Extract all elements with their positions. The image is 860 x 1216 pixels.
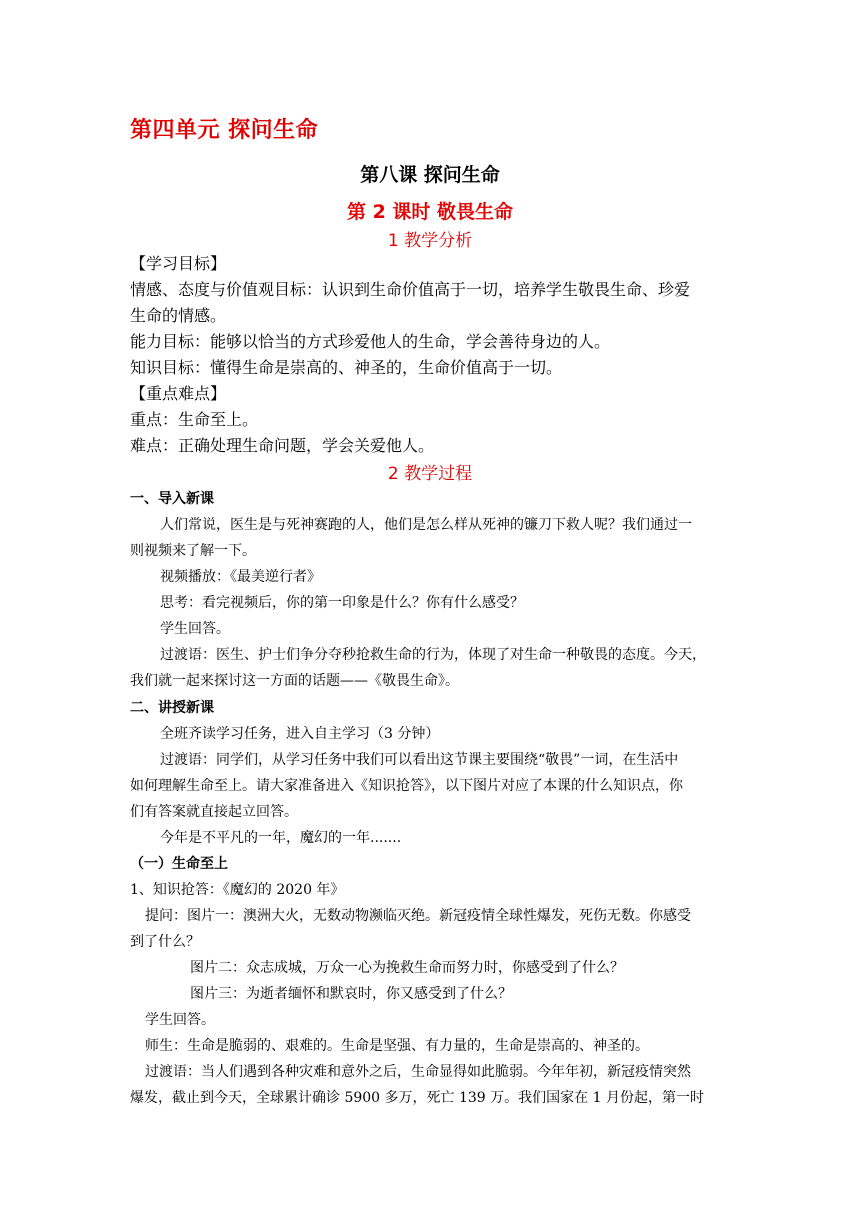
part2-transition-line3: 们有答案就直接起立回答。 — [130, 804, 298, 820]
goal-emotion-line2: 生命的情感。 — [130, 306, 227, 325]
section-heading-process: 2 教学过程 — [387, 464, 473, 484]
transition2-line2: 爆发，截止到今天，全球累计确诊 5900 多万，死亡 139 万。我们国家在 1 月份起，第一时 — [130, 1090, 704, 1106]
think-line: 思考：看完视频后，你的第一印象是什么？你有什么感受？ — [160, 595, 524, 611]
part2-heading: 二、讲授新课 — [130, 700, 214, 716]
goal-emotion-line1: 情感、态度与价值观目标：认识到生命价值高于一切，培养学生敬畏生命、珍爱 — [130, 280, 691, 299]
goals-heading: 【学习目标】 — [130, 254, 227, 273]
quiz-title: 1、知识抢答：《魔幻的 2020 年》 — [130, 882, 345, 898]
part1-heading: 一、导入新课 — [130, 491, 214, 507]
transition2-line1: 过渡语：当人们遇到各种灾难和意外之后，生命显得如此脆弱。今年年初，新冠疫情突然 — [145, 1064, 691, 1080]
answer-line: 学生回答。 — [160, 621, 230, 637]
question-line1: 提问：图片一：澳洲大火，无数动物濒临灭绝。新冠疫情全球性爆发，死伤无数。你感受 — [145, 908, 691, 924]
goal-knowledge: 知识目标：懂得生命是崇高的、神圣的，生命价值高于一切。 — [130, 358, 563, 377]
part2-transition-line1: 过渡语：同学们，从学习任务中我们可以看出这节课主要围绕“敬畏”一词，在生活中 — [160, 752, 679, 768]
subsection-heading: （一）生命至上 — [130, 856, 228, 872]
transition-line2: 我们就一起来探讨这一方面的话题——《敬畏生命》。 — [130, 673, 459, 689]
section-heading-analysis: 1 教学分析 — [387, 231, 473, 251]
picture2-question: 图片二：众志成城，万众一心为挽救生命而努力时，你感受到了什么？ — [190, 960, 624, 976]
intro-paragraph-line2: 则视频来了解一下。 — [130, 543, 256, 559]
year-line: 今年是不平凡的一年，魔幻的一年....... — [160, 830, 402, 846]
picture3-question: 图片三：为逝者缅怀和默哀时，你又感受到了什么？ — [190, 986, 512, 1002]
key-difficulty: 难点：正确处理生命问题，学会关爱他人。 — [130, 436, 435, 455]
key-focus: 重点：生命至上。 — [130, 410, 259, 429]
student-answer: 学生回答。 — [145, 1012, 215, 1028]
transition-line1: 过渡语：医生、护士们争分夺秒抢救生命的行为，体现了对生命一种敬畏的态度。今天， — [160, 647, 706, 663]
key-heading: 【重点难点】 — [130, 384, 227, 403]
read-line: 全班齐读学习任务，进入自主学习（3 分钟） — [160, 726, 440, 742]
part2-transition-line2: 如何理解生命至上。请大家准备进入《知识抢答》，以下图片对应了本课的什么知识点，你 — [130, 778, 683, 794]
goal-ability: 能力目标：能够以恰当的方式珍爱他人的生命，学会善待身边的人。 — [130, 332, 611, 351]
video-line: 视频播放：《最美逆行者》 — [160, 569, 321, 585]
question-line2: 到了什么？ — [130, 934, 200, 950]
teacher-summary: 师生：生命是脆弱的、艰难的。生命是坚强、有力量的，生命是崇高的、神圣的。 — [145, 1038, 649, 1054]
unit-title: 第四单元 探问生命 — [130, 118, 319, 143]
period-title: 第 2 课时 敬畏生命 — [346, 201, 514, 223]
lesson-title: 第八课 探问生命 — [360, 164, 500, 186]
intro-paragraph-line1: 人们常说，医生是与死神赛跑的人，他们是怎么样从死神的镰刀下救人呢？我们通过一 — [160, 517, 692, 533]
